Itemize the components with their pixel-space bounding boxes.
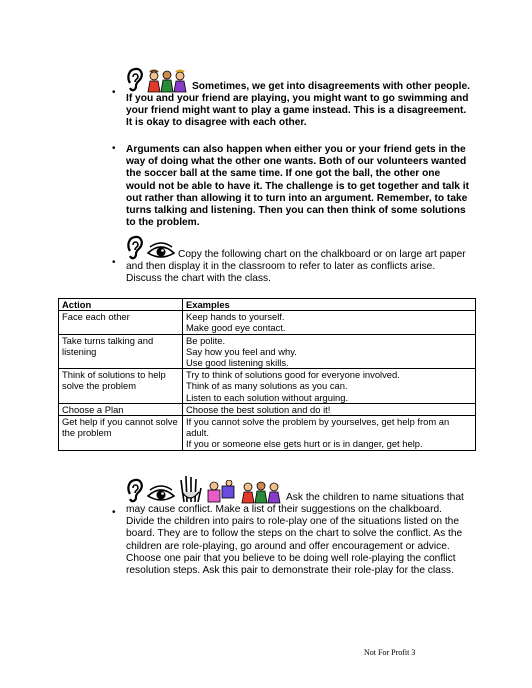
example-line: If you or someone else gets hurt or is in danger, get help. <box>186 438 423 450</box>
example-line: Listen to each solution without arguing. <box>186 391 349 403</box>
examples-cell <box>183 334 476 369</box>
conflict-steps-table <box>58 298 476 451</box>
icon-group-2 <box>126 235 176 261</box>
examples-cell <box>183 403 476 415</box>
action-cell: Take turns talking and listening <box>59 334 183 369</box>
paragraph-3-text: Copy the following chart on the chalkboard or on large art paper and then display it in the classroom to refer to later as conflicts arise. Discuss the chart with the class. <box>126 248 466 285</box>
example-line: Be polite. <box>186 334 226 346</box>
hand-icon <box>178 474 204 504</box>
paragraph-arguments: Arguments can also happen when either you or your friend gets in the way of doing what the other one wants. Both of our volunteers wanted the soccer ball at the same time. If one got the ball, the other one would not be able to have it. The challenge is to get together and talk it out rather than allowing it to turn into an argument. Remember, to take turns talking and listening. Then you can then think of some solutions to the problem. <box>126 144 470 229</box>
examples-cell <box>183 311 476 334</box>
ear-icon <box>126 67 144 93</box>
example-line: Use good listening skills. <box>186 357 289 369</box>
ear-icon <box>126 478 144 504</box>
example-line: If you cannot solve the problem by yourselves, get help from an adult. <box>186 416 450 439</box>
children-group-icon <box>146 69 190 93</box>
ear-icon <box>126 235 144 261</box>
table-row <box>59 311 476 334</box>
table-row <box>59 416 476 451</box>
bullet-1: • <box>112 87 116 98</box>
examples-cell <box>183 416 476 451</box>
example-line: Say how you feel and why. <box>186 345 297 357</box>
column-header-examples: Examples <box>183 299 476 311</box>
table-header-row <box>59 299 476 311</box>
examples-cell <box>183 369 476 404</box>
example-line: Choose the best solution and do it! <box>186 403 331 415</box>
paragraph-1-text: Sometimes, we get into disagreements with other people. If you and your friend are playing, you might want to go swimming and your friend might want to play a game instead. This is a disagreement. It is okay to disagree with each other. <box>126 80 470 129</box>
icon-group-1 <box>126 67 190 93</box>
eye-icon <box>146 484 176 504</box>
children-group-icon <box>240 480 284 504</box>
example-line: Make good eye contact. <box>186 322 286 334</box>
puzzle-children-icon <box>206 480 238 504</box>
table-row <box>59 403 476 415</box>
paragraph-role-play <box>126 474 471 577</box>
bullet-4: • <box>112 507 116 518</box>
bullet-3: • <box>112 257 116 268</box>
paragraph-copy-chart <box>126 235 471 285</box>
paragraph-disagreements <box>126 67 471 130</box>
page-footer: Not For Profit 3 <box>364 648 416 657</box>
action-cell: Get help if you cannot solve the problem <box>59 416 183 451</box>
icon-group-3 <box>126 474 284 504</box>
table-row <box>59 369 476 404</box>
action-cell: Choose a Plan <box>59 403 183 415</box>
eye-icon <box>146 241 176 261</box>
column-header-action: Action <box>59 299 183 311</box>
action-cell: Face each other <box>59 311 183 334</box>
action-cell: Think of solutions to help solve the problem <box>59 369 183 404</box>
paragraph-4-text: Ask the children to name situations that may cause conflict. Make a list of their suggestions on the chalkboard. Divide the children into pairs to role-play one of the situations listed on the board. They are to follow the steps on the chart to solve the conflict. As the children are role-playing, go around and offer encouragement or advice. Choose one pair that you believe to be doing well role-playing the conflict resolution steps. Ask this pair to demonstrate their role-play for the class. <box>126 491 464 577</box>
example-line: Think of as many solutions as you can. <box>186 380 348 392</box>
example-line: Keep hands to yourself. <box>186 311 285 323</box>
example-line: Try to think of solutions good for everyone involved. <box>186 369 400 381</box>
bullet-2: • <box>112 143 116 154</box>
table-row <box>59 334 476 369</box>
